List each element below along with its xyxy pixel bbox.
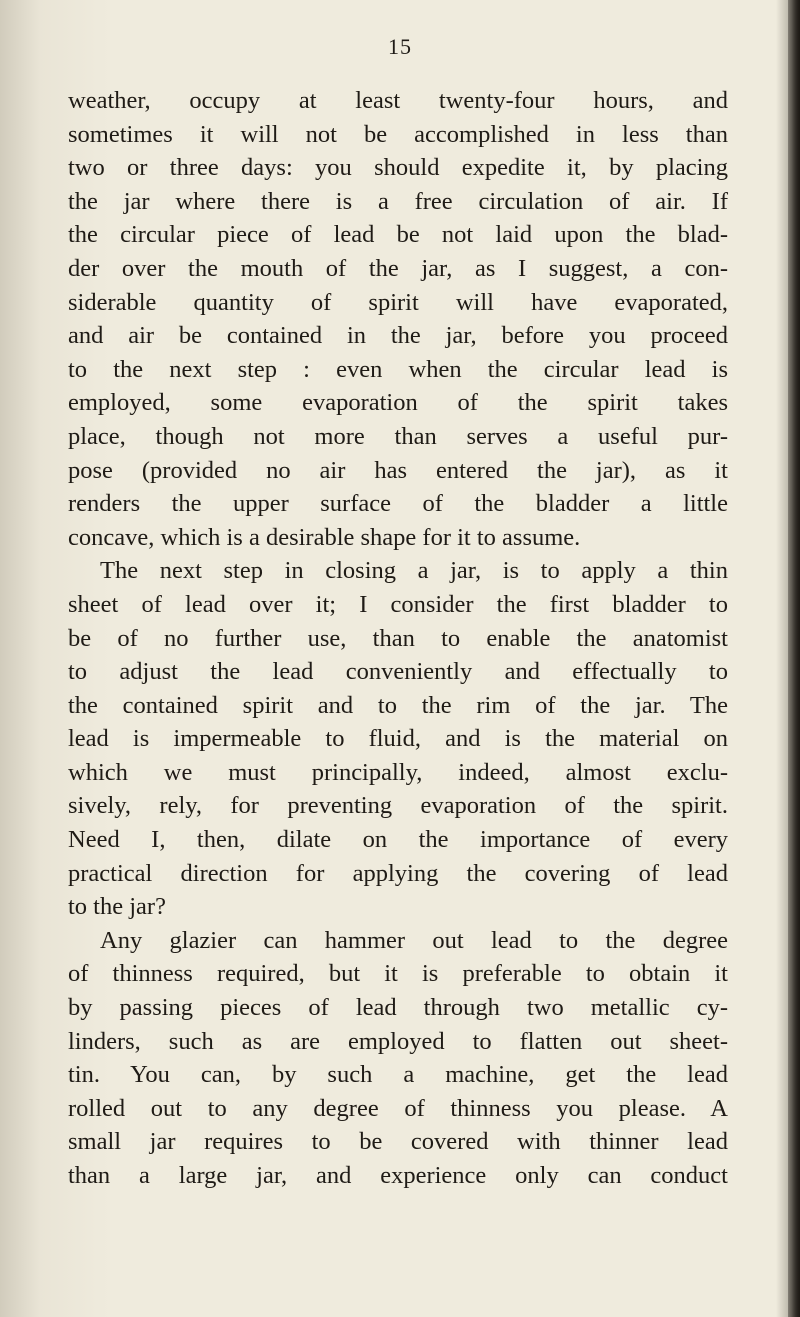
text-line: concave, which is a desirable shape for it to assume. (68, 523, 581, 551)
text-line: the circular piece of lead be not laid upon the blad- (68, 221, 728, 249)
text-line: weather, occupy at least twenty-four hours, and (68, 87, 728, 114)
text-line: small jar requires to be covered with thinner lead (68, 1128, 728, 1156)
text-line: to the next step : even when the circular lead is (68, 355, 728, 383)
text-line: by passing pieces of lead through two metallic cy- (68, 994, 728, 1022)
text-line: linders, such as are employed to flatten out sheet- (68, 1027, 728, 1055)
body-text (68, 84, 728, 1193)
text-line: place, though not more than serves a useful pur- (68, 422, 728, 450)
text-line: practical direction for applying the covering of lead (68, 859, 728, 887)
text-line: sively, rely, for preventing evaporation of the spirit. (68, 792, 728, 820)
text-line: two or three days: you should expedite it, by placing (68, 154, 728, 182)
text-line: der over the mouth of the jar, as I suggest, a con- (68, 254, 728, 282)
text-line: be of no further use, than to enable the anatomist (68, 624, 728, 652)
text-line: of thinness required, but it is preferable to obtain it (68, 960, 728, 988)
text-line: and air be contained in the jar, before you proceed (68, 322, 728, 350)
text-line: to adjust the lead conveniently and effectually to (68, 658, 728, 686)
text-line: Any glazier can hammer out lead to the degree (100, 926, 728, 954)
text-line: to the jar? (68, 893, 166, 921)
page-edge-shadow (788, 0, 800, 1317)
text-line: the contained spirit and to the rim of the jar. The (68, 691, 728, 719)
text-line: Need I, then, dilate on the importance of every (68, 826, 728, 854)
text-line: pose (provided no air has entered the jar), as it (68, 456, 728, 484)
text-line: sometimes it will not be accomplished in less than (68, 120, 728, 148)
text-line: sheet of lead over it; I consider the first bladder to (68, 590, 728, 618)
text-line: than a large jar, and experience only can conduct (68, 1162, 728, 1189)
text-line: tin. You can, by such a machine, get the lead (68, 1061, 728, 1089)
page-number: 15 (388, 34, 412, 59)
text-line: the jar where there is a free circulation of air. If (68, 187, 728, 215)
text-line: siderable quantity of spirit will have evaporated, (68, 288, 728, 316)
text-line: renders the upper surface of the bladder a little (68, 490, 728, 518)
text-line: employed, some evaporation of the spirit takes (68, 389, 728, 417)
text-line: which we must principally, indeed, almost exclu- (68, 758, 728, 786)
text-line: The next step in closing a jar, is to apply a thin (100, 557, 728, 585)
text-line: lead is impermeable to fluid, and is the material on (68, 725, 728, 753)
text-line: rolled out to any degree of thinness you please. A (68, 1094, 728, 1122)
